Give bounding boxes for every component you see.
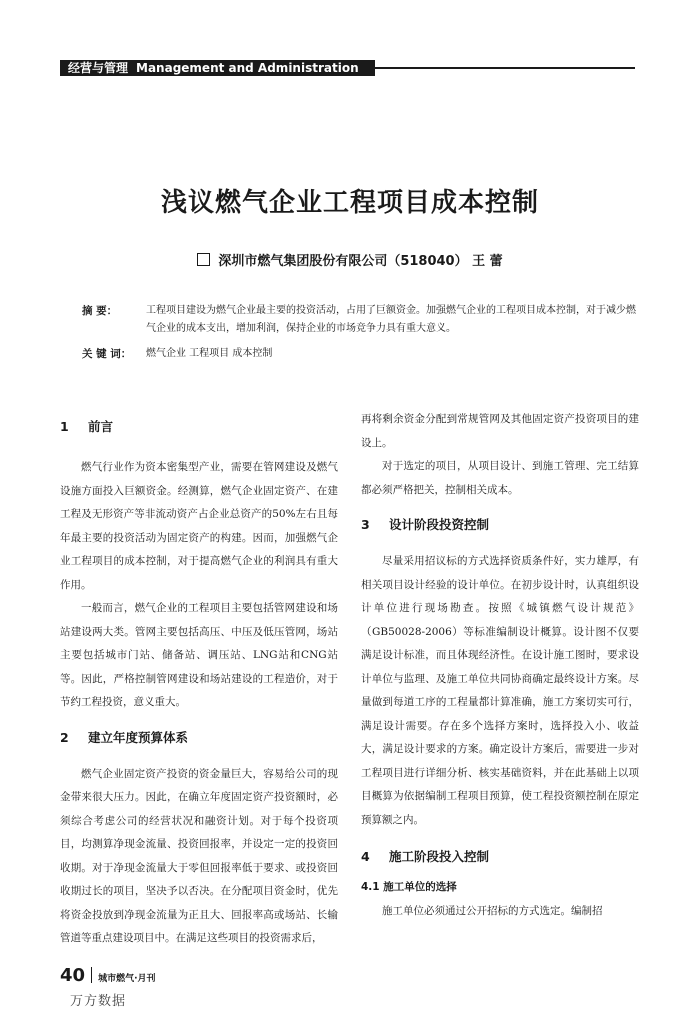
- keywords-label: 关 键 词：: [82, 348, 132, 360]
- keywords: [82, 345, 642, 363]
- right-column: [361, 408, 639, 923]
- keywords-text: 燃气企业 工程项目 成本控制: [146, 348, 273, 359]
- watermark: 万方数据: [70, 994, 127, 1009]
- abstract-text: 工程项目建设为燃气企业最主要的投资活动，占用了巨额资金。加强燃气企业的工程项目成本控制，对于减少燃气企业的成本支出，增加利润，保持企业的市场竞争力具有重大意义。: [146, 305, 636, 334]
- page-footer: [60, 965, 155, 986]
- journal-name: 城市燃气·月刊: [98, 974, 156, 984]
- paragraph: 燃气行业作为资本密集型产业，需要在管网建设及燃气设施方面投入巨额资金。经测算，燃气企业固定资产、在建工程及无形资产等非流动资产占企业总资产的50%左右且每年最主要的投资活动为固定资产的构建。因而，加强燃气企业工程项目的成本控制，对于提高燃气企业的利润具有重大作用。: [60, 461, 338, 591]
- paragraph: 尽量采用招议标的方式选择资质条件好，实力雄厚，有相关项目设计经验的设计单位。在初步设计时，认真组织设计单位进行现场勘查。按照《城镇燃气设计规范》（GB50028-2006）等标准编制设计概算。设计图不仅要满足设计标准，而且体现经济性。在设计施工图时，要求设计单位与监理、及施工单位共同协商确定最终设计方案。尽量做到每道工序的工程量都计算准确，施工方案切实可行，满足设计需要。存在多个选择方案时，选择投入小、收益大，满足设计要求的方案。确定设计方案后，需要进一步对工程项目进行详细分析、核实基础资料，并在此基础上以项目概算为依据编制工程项目预算，使工程投资额控制在原定预算额之内。: [361, 555, 639, 826]
- paragraph: 对于选定的项目，从项目设计、到施工管理、完工结算都必须严格把关，控制相关成本。: [361, 460, 639, 496]
- paragraph: 施工单位必须通过公开招标的方式选定。编制招: [382, 904, 603, 917]
- paragraph: 一般而言，燃气企业的工程项目主要包括管网建设和场站建设两大类。管网主要包括高压、中压及低压管网，场站主要包括城市门站、储备站、调压站、LNG站和CNG站等。因此，严格控制管网建设和场站建设的工程造价，对于节约工程投资，意义重大。: [60, 602, 338, 708]
- paragraph: 燃气企业固定资产投资的资金量巨大，容易给公司的现金带来很大压力。因此，在确立年度固定资产投资额时，必须综合考虑公司的经营状况和融资计划。对于每个投资项目，均测算净现金流量、投资回报率，并设定一定的投资回收期。对于净现金流量大于零但回报率低于要求、或投资回收期过长的项目，坚决予以否决。在分配项目资金时，优先将资金投放到净现金流量为正且大、回报率高或场站、长输管道等重点建设项目中。在满足这些项目的投资需求后，: [60, 767, 338, 944]
- section-tag: [60, 60, 375, 76]
- section-en: Management and Administration: [136, 61, 359, 75]
- article-title: 浅议燃气企业工程项目成本控制: [160, 188, 539, 218]
- author-line: [0, 250, 700, 269]
- section-header: [60, 60, 635, 76]
- left-column: [60, 410, 338, 951]
- header-rule: [360, 67, 635, 69]
- subsection-heading-4-1: 4.1 施工单位的选择: [361, 881, 457, 893]
- abstract-label: 摘 要：: [82, 305, 118, 317]
- footer-divider: [91, 967, 92, 983]
- abstract: [82, 302, 642, 338]
- author-text: 深圳市燃气集团股份有限公司（518040） 王 蕾: [218, 254, 503, 269]
- page-number: 40: [60, 965, 86, 986]
- section-cn: 经营与管理: [68, 61, 129, 75]
- paragraph: 再将剩余资金分配到常规管网及其他固定资产投资项目的建设上。: [361, 413, 639, 449]
- section-heading-4: 4 施工阶段投入控制: [361, 849, 490, 864]
- section-heading-3: 3 设计阶段投资控制: [361, 517, 490, 532]
- square-bullet-icon: [197, 253, 210, 266]
- section-heading-2: 2 建立年度预算体系: [60, 729, 189, 745]
- section-heading-1: 1 前言: [60, 419, 114, 434]
